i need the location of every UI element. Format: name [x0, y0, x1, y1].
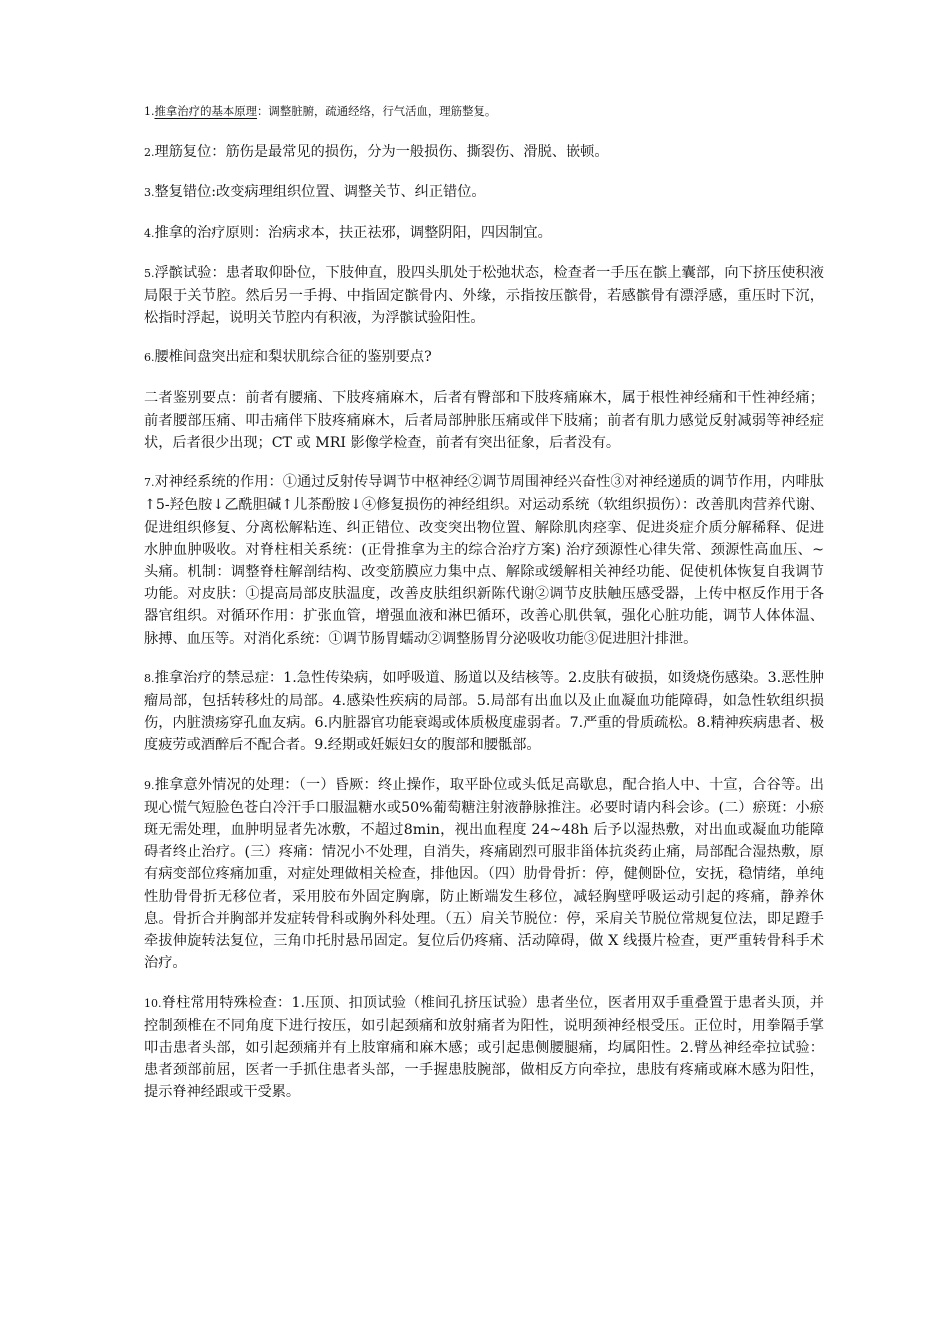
- paragraph-6: [144, 346, 824, 369]
- paragraph-5: [144, 262, 824, 330]
- paragraph-number: 1.: [144, 105, 155, 118]
- paragraph-number: 2.: [144, 146, 155, 160]
- paragraph-text: 推拿意外情况的处理：（一）昏厥：终止操作，取平卧位或头低足高歇息，配合掐人中、十宣，合谷等。出现心慌气短脸色苍白冷汗手口服温糖水或50%葡萄糖注射液静脉推注。必要时请内科会诊。(二）瘀斑：小瘀斑无需处理，血肿明显者先冰敷，不超过8min，视出血程度 24~48h 后予以湿热敷，对出血或凝血功能障碍者终止治疗。(三）疼痛：情况小不处理，自消失，疼痛剧烈可服非甾体抗炎药止痛，局部配合湿热敷，原有病变部位疼痛加重，对症处理做相关检查，排他因。（四）肋骨骨折：停，健侧卧位，安抚，稳情绪，单纯性肋骨骨折无移位者，采用胶布外固定胸廓，防止断端发生移位，减轻胸壁呼吸运动引起的疼痛，静养休息。骨折合并胸部并发症转骨科或胸外科处理。（五）肩关节脱位：停，采肩关节脱位常规复位法，即足蹬手牵拔伸旋转法复位，三角巾托肘悬吊固定。复位后仍疼痛、活动障碍，做 X 线摄片检查，更严重转骨科手术治疗。: [144, 776, 824, 972]
- paragraph-text: 对神经系统的作用：①通过反射传导调节中枢神经②调节周围神经兴奋性③对神经递质的调节作用，内啡肽↑5-羟色胺↓乙酰胆碱↑儿茶酚胺↓④修复损伤的神经组织。对运动系统（软组织损伤）：改善肌肉营养代谢、促进组织修复、分离松解粘连、纠正错位、改变突出物位置、解除肌肉痉挛、促进炎症介质分解稀释、促进水肿血肿吸收。对脊柱相关系统：(正骨推拿为主的综合治疗方案) 治疗颈源性心律失常、颈源性高血压、~头痛。机制：调整脊柱解剖结构、改变筋膜应力集中点、解除或缓解相关神经功能、促使机体恢复自我调节功能。对皮肤：①提高局部皮肤温度，改善皮肤组织新陈代谢②调节皮肤触压感受器，上传中枢反作用于各器官组织。对循环作用：扩张血管，增强血液和淋巴循环，改善心肌供氧，强化心脏功能，调节人体体温、脉搏、血压等。对消化系统：①调节肠胃蠕动②调整肠胃分泌吸收功能③促进胆汁排泄。: [144, 474, 824, 647]
- document-body: [144, 100, 824, 1121]
- paragraph-text: ：调整脏腑，疏通经络，行气活血，理筋整复。: [257, 104, 497, 118]
- paragraph-text: 二者鉴别要点：前者有腰痛、下肢疼痛麻木，后者有臀部和下肢疼痛麻木，属于根性神经痛和干性神经痛；前者腰部压痛、叩击痛伴下肢疼痛麻木，后者局部肿胀压痛或伴下肢痛；前者有肌力感觉反射减弱等神经症状，后者很少出现；CT 或 MRI 影像学检查，前者有突出征象，后者没有。: [144, 389, 824, 452]
- paragraph-number: 5.: [144, 266, 155, 280]
- paragraph-number: 4.: [144, 226, 155, 240]
- paragraph-text: 腰椎间盘突出症和梨状肌综合征的鉴别要点?: [154, 349, 432, 366]
- paragraph-8: [144, 667, 824, 757]
- paragraph-text: 理筋复位：筋伤是最常见的损伤，分为一般损伤、撕裂伤、滑脱、嵌顿。: [154, 144, 609, 161]
- paragraph-heading: 推拿治疗的基本原理: [154, 104, 258, 118]
- paragraph-number: 7.: [144, 476, 155, 490]
- paragraph-6-answer: [144, 387, 824, 455]
- paragraph-10: [144, 992, 824, 1104]
- paragraph-text: 整复错位:改变病理组织位置、调整关节、纠正错位。: [154, 184, 486, 201]
- paragraph-1: [144, 100, 824, 123]
- paragraph-text: 脊柱常用特殊检查：1.压顶、扣顶试验（椎间孔挤压试验）患者坐位，医者用双手重叠置于患者头顶，并控制颈椎在不同角度下进行按压，如引起颈痛和放射痛者为阳性，说明颈神经根受压。正位时，用拳隔手掌叩击患者头部，如引起颈痛并有上肢窜痛和麻木感；或引起患侧腰腿痛，均属阳性。2.臂丛神经牵拉试验：患者颈部前屈，医者一手抓住患者头部，一手握患肢腕部，做相反方向牵拉，患肢有疼痛或麻木感为阳性，提示脊神经跟或干受累。: [144, 994, 824, 1101]
- paragraph-number: 6.: [144, 351, 155, 365]
- paragraph-4: [144, 222, 824, 245]
- paragraph-7: [144, 471, 824, 650]
- paragraph-number: 8.: [144, 671, 155, 685]
- paragraph-number: 3.: [144, 186, 155, 200]
- paragraph-text: 浮髌试验：患者取仰卧位，下肢伸直，股四头肌处于松弛状态，检查者一手压在髌上囊部，向下挤压使积液局限于关节腔。然后另一手拇、中指固定髌骨内、外缘，示指按压髌骨，若感髌骨有漂浮感，重压时下沉，松指时浮起，说明关节腔内有积液，为浮髌试验阳性。: [144, 264, 824, 327]
- paragraph-text: 推拿的治疗原则：治病求本，扶正祛邪，调整阴阳，四因制宜。: [154, 224, 552, 241]
- paragraph-2: [144, 141, 824, 164]
- paragraph-3: [144, 181, 824, 204]
- paragraph-9: [144, 774, 824, 975]
- paragraph-number: 10.: [144, 996, 162, 1010]
- paragraph-text: 推拿治疗的禁忌症：1.急性传染病，如呼吸道、肠道以及结核等。2.皮肤有破损，如烫烧伤感染。3.恶性肿瘤局部，包括转移灶的局部。4.感染性疾病的局部。5.局部有出血以及止血凝血功能障碍，如急性软组织损伤，内脏溃疡穿孔血友病。6.内脏器官功能衰竭或体质极度虚弱者。7.严重的骨质疏松。8.精神疾病患者、极度疲劳或酒醉后不配合者。9.经期或妊娠妇女的腹部和腰骶部。: [144, 669, 824, 754]
- paragraph-number: 9.: [144, 778, 155, 792]
